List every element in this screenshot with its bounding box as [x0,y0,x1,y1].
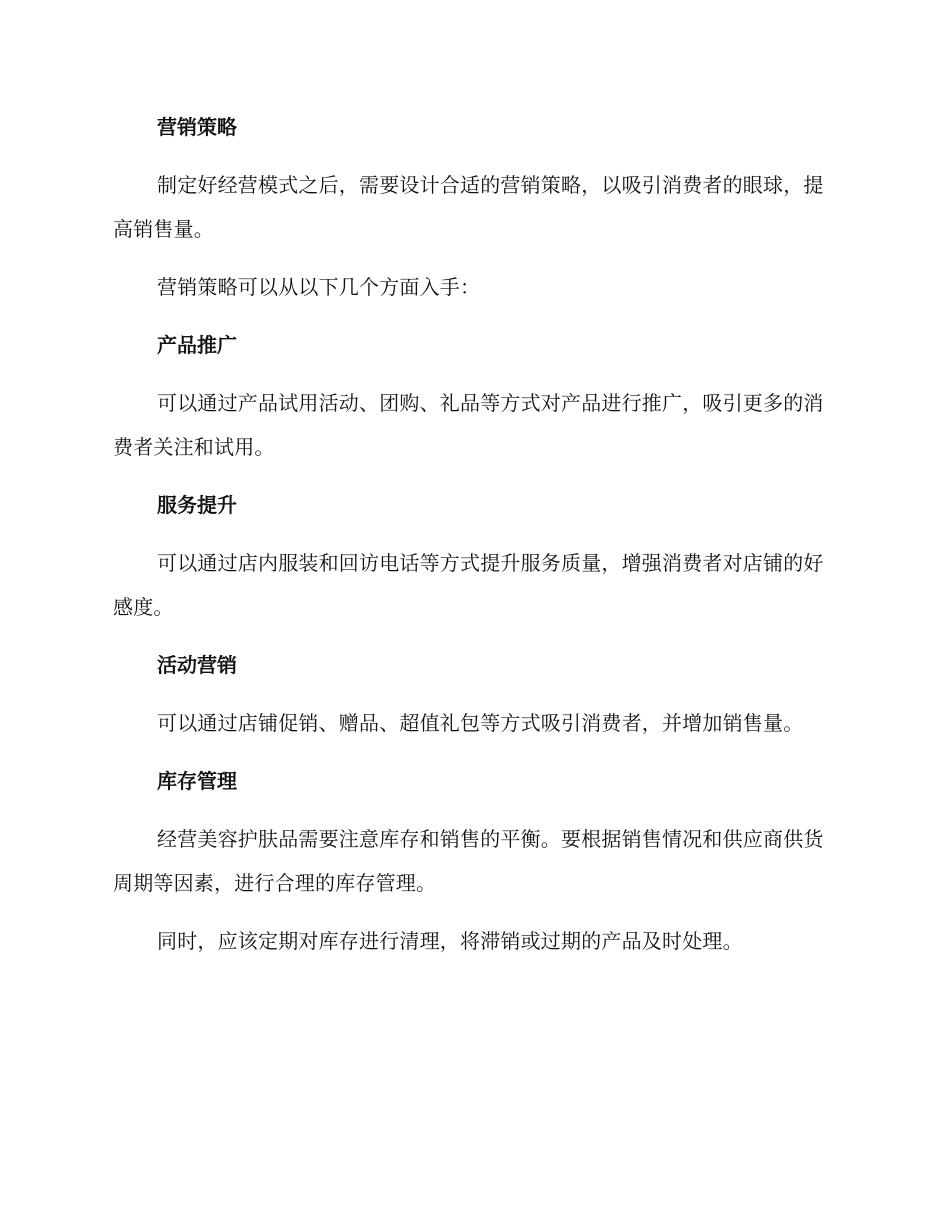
paragraph-marketing-intro: 制定好经营模式之后，需要设计合适的营销策略，以吸引消费者的眼球，提高销售量。 [113,173,824,241]
section-heading-service-improvement: 服务提升 [157,493,237,517]
paragraph-marketing-aspects: 营销策略可以从以下几个方面入手： [157,275,481,299]
paragraph-inventory-balance: 经营美容护肤品需要注意库存和销售的平衡。要根据销售情况和供应商供货周期等因素，进行合理的库存管理。 [113,827,824,895]
section-heading-inventory-management: 库存管理 [157,769,237,793]
section-heading-product-promotion: 产品推广 [157,333,237,357]
section-heading-marketing-strategy: 营销策略 [157,115,237,139]
paragraph-inventory-cleanup: 同时，应该定期对库存进行清理，将滞销或过期的产品及时处理。 [157,929,743,953]
paragraph-event-marketing: 可以通过店铺促销、赠品、超值礼包等方式吸引消费者，并增加销售量。 [157,711,804,735]
section-heading-event-marketing: 活动营销 [157,653,237,677]
document-body [113,105,833,977]
paragraph-service-improvement: 可以通过店内服装和回访电话等方式提升服务质量，增强消费者对店铺的好感度。 [113,551,824,619]
paragraph-product-promotion: 可以通过产品试用活动、团购、礼品等方式对产品进行推广，吸引更多的消费者关注和试用。 [113,391,824,459]
